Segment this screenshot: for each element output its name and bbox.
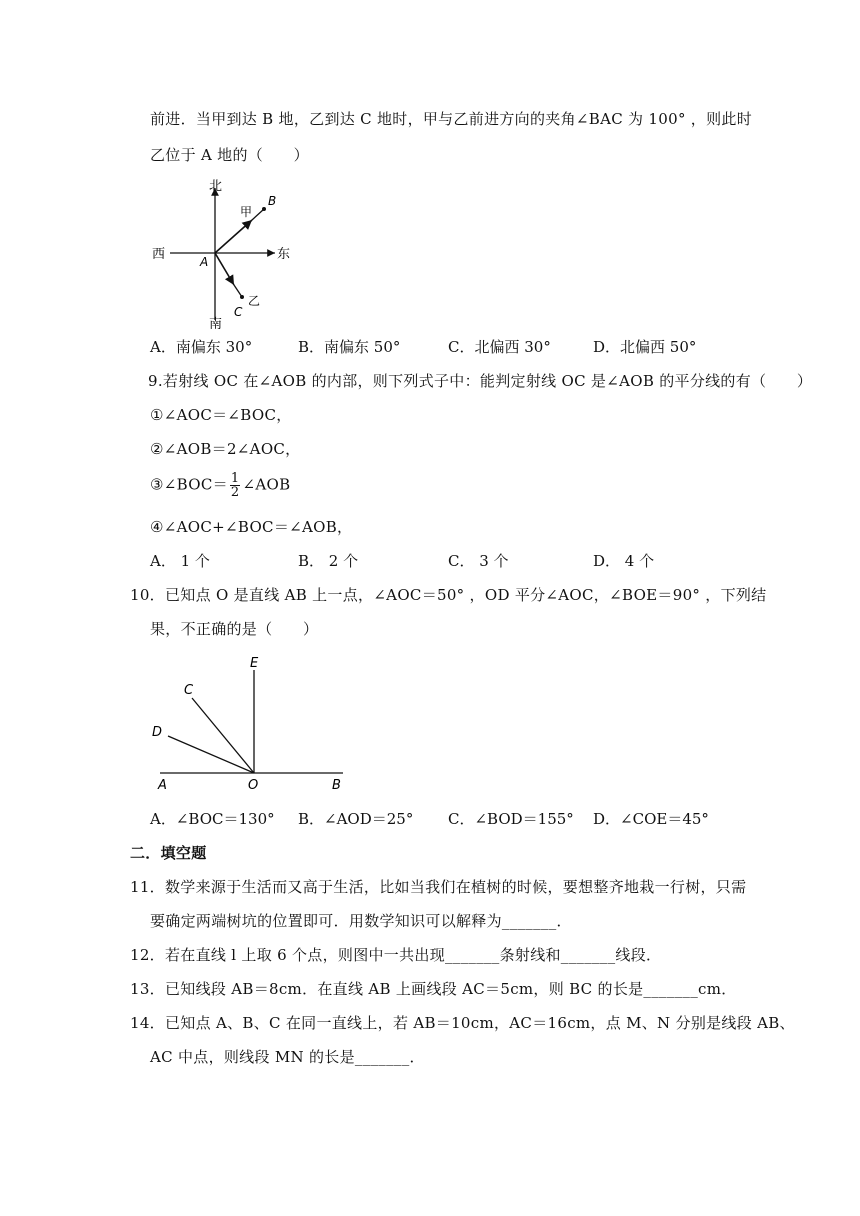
q8-options <box>150 336 800 358</box>
q8-option-d[interactable]: D．北偏西 50° <box>593 338 697 356</box>
q10-option-c[interactable]: C．∠BOD＝155° <box>448 810 574 828</box>
q14-line-1: 14．已知点 A、B、C 在同一直线上，若 AB＝10cm，AC＝16cm，点 M、N 分别是线段 AB、 <box>130 1014 795 1032</box>
label-east: 东 <box>277 247 291 262</box>
label-north: 北 <box>209 179 223 194</box>
q10-line-1: 10．已知点 O 是直线 AB 上一点，∠AOC＝50° ，OD 平分∠AOC，∠BOE＝90° ，下列结 <box>130 586 767 604</box>
q9-item-1: ①∠AOC＝∠BOC， <box>150 406 292 424</box>
q10-line-2: 果，不正确的是（ ） <box>150 620 319 638</box>
label-b: B <box>268 194 277 208</box>
ray-od <box>168 736 254 773</box>
q9-item-3-suffix: ∠AOB <box>242 475 291 494</box>
q10-option-a[interactable]: A．∠BOC＝130° <box>150 810 275 828</box>
fraction-numerator: 1 <box>230 471 240 486</box>
q9-stem: 9.若射线 OC 在∠AOB 的内部，则下列式子中：能判定射线 OC 是∠AOB 的平分线的有（ ） <box>148 372 813 390</box>
label-o: O <box>248 778 259 793</box>
q9-item-4: ④∠AOC+∠BOC＝∠AOB， <box>150 518 353 536</box>
q9-item-2: ②∠AOB＝2∠AOC， <box>150 440 301 458</box>
ray-ac-tail <box>234 285 242 297</box>
q13-line-1: 13．已知线段 AB＝8cm．在直线 AB 上画线段 AC＝5cm，则 BC 的长是_______cm． <box>130 980 737 998</box>
q8-compass-figure <box>140 170 300 330</box>
q10-option-d[interactable]: D．∠COE＝45° <box>593 810 709 828</box>
ray-ab-tail <box>252 209 264 220</box>
q11-line-2: 要确定两端树坑的位置即可．用数学知识可以解释为_______． <box>150 912 572 930</box>
q9-item-3-prefix: ③∠BOC＝ <box>150 475 228 494</box>
ray-ac <box>215 253 234 285</box>
q8-option-c[interactable]: C．北偏西 30° <box>448 338 551 356</box>
q9-option-d[interactable]: D． 4 个 <box>593 552 655 570</box>
label-a: A <box>158 778 167 793</box>
ray-ab <box>215 220 252 253</box>
label-c: C <box>184 683 194 698</box>
label-d: D <box>152 725 163 740</box>
label-yi: 乙 <box>248 294 261 308</box>
label-a: A <box>200 255 209 269</box>
q9-option-b[interactable]: B． 2 个 <box>298 552 359 570</box>
fraction-one-half <box>230 472 241 499</box>
section-title-fill-in: 二．填空题 <box>130 844 207 862</box>
q10-angle-figure <box>148 650 358 798</box>
q8-line-1: 前进．当甲到达 B 地，乙到达 C 地时，甲与乙前进方向的夹角∠BAC 为 100° ，则此时 <box>150 110 753 128</box>
q8-option-b[interactable]: B．南偏东 50° <box>298 338 401 356</box>
q8-line-2: 乙位于 A 地的（ ） <box>150 146 309 164</box>
label-b: B <box>332 778 341 793</box>
label-e: E <box>250 656 259 671</box>
q12-line-1: 12．若在直线 l 上取 6 个点，则图中一共出现_______条射线和_______线段． <box>130 946 662 964</box>
fraction-denominator: 2 <box>230 485 240 500</box>
q9-options <box>150 550 800 572</box>
label-west: 西 <box>152 247 166 262</box>
q10-option-b[interactable]: B．∠AOD＝25° <box>298 810 414 828</box>
point-b <box>262 207 266 211</box>
q10-options <box>150 808 800 830</box>
q9-item-3 <box>150 472 290 499</box>
ray-oc <box>192 698 254 773</box>
label-c: C <box>234 305 243 319</box>
point-c <box>240 295 244 299</box>
q8-option-a[interactable]: A．南偏东 30° <box>150 338 253 356</box>
label-jia: 甲 <box>240 205 253 219</box>
q14-line-2: AC 中点，则线段 MN 的长是_______． <box>150 1048 425 1066</box>
q11-line-1: 11．数学来源于生活而又高于生活，比如当我们在植树的时候，要想整齐地栽一行树，只需 <box>130 878 747 896</box>
q9-option-c[interactable]: C． 3 个 <box>448 552 509 570</box>
q9-option-a[interactable]: A． 1 个 <box>150 552 210 570</box>
label-south: 南 <box>209 317 223 330</box>
